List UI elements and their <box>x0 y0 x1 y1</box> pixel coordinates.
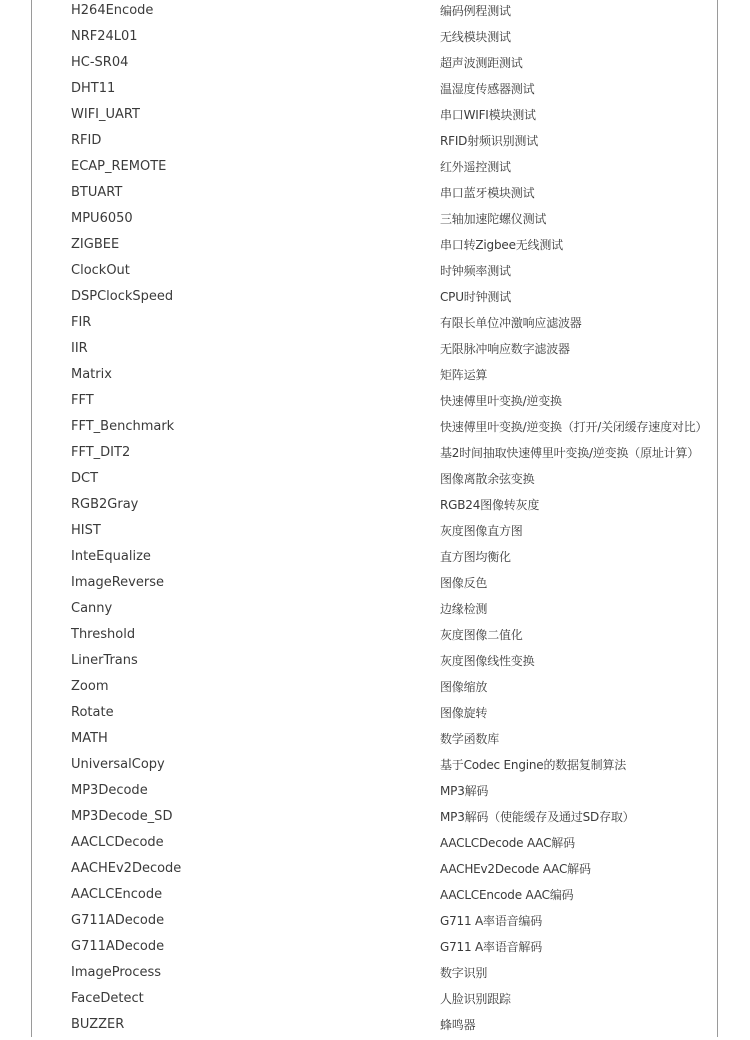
table-row <box>71 702 731 728</box>
example-description: 快速傅里叶变换/逆变换（打开/关闭缓存速度对比） <box>440 420 708 434</box>
example-description: AACLCDecode AAC解码 <box>440 836 575 850</box>
example-name: MPU6050 <box>71 211 133 226</box>
table-row <box>71 1014 731 1040</box>
table-row <box>71 26 731 52</box>
example-description: 快速傅里叶变换/逆变换 <box>440 394 562 408</box>
example-description: 图像反色 <box>440 576 488 590</box>
example-description: 无线模块测试 <box>440 30 511 44</box>
example-name: ECAP_REMOTE <box>71 159 167 174</box>
example-description: 基于Codec Engine的数据复制算法 <box>440 758 627 772</box>
table-row <box>71 312 731 338</box>
example-description: G711 A率语音解码 <box>440 940 543 954</box>
table-row <box>71 520 731 546</box>
table-row <box>71 208 731 234</box>
table-row <box>71 104 731 130</box>
example-name: FFT_DIT2 <box>71 445 131 460</box>
table-row <box>71 494 731 520</box>
example-description: 红外遥控测试 <box>440 160 511 174</box>
example-name: ImageReverse <box>71 575 164 590</box>
example-name: G711ADecode <box>71 913 165 928</box>
example-description: 超声波测距测试 <box>440 56 523 70</box>
table-row <box>71 338 731 364</box>
example-description: 基2时间抽取快速傅里叶变换/逆变换（原址计算） <box>440 446 700 460</box>
example-name: IIR <box>71 341 88 356</box>
example-name: HC-SR04 <box>71 55 129 70</box>
table-row <box>71 546 731 572</box>
table-row <box>71 806 731 832</box>
table-row <box>71 0 731 26</box>
table-row <box>71 650 731 676</box>
table-row <box>71 832 731 858</box>
example-table <box>71 0 731 1040</box>
example-name: WIFI_UART <box>71 107 140 122</box>
example-description: 串口WIFI模块测试 <box>440 108 536 122</box>
example-description: 蜂鸣器 <box>440 1018 476 1032</box>
table-row <box>71 728 731 754</box>
example-description: 人脸识别跟踪 <box>440 992 511 1006</box>
example-description: 串口转Zigbee无线测试 <box>440 238 563 252</box>
table-row <box>71 572 731 598</box>
example-description: 矩阵运算 <box>440 368 488 382</box>
example-name: RGB2Gray <box>71 497 139 512</box>
table-row <box>71 624 731 650</box>
example-description: 温湿度传感器测试 <box>440 82 535 96</box>
table-row <box>71 598 731 624</box>
example-name: UniversalCopy <box>71 757 165 772</box>
example-name: InteEqualize <box>71 549 151 564</box>
example-description: 灰度图像线性变换 <box>440 654 535 668</box>
example-description: 数字识别 <box>440 966 488 980</box>
table-row <box>71 416 731 442</box>
table-row <box>71 962 731 988</box>
example-description: RFID射频识别测试 <box>440 134 539 148</box>
example-name: MATH <box>71 731 108 746</box>
example-name: HIST <box>71 523 101 538</box>
example-description: RGB24图像转灰度 <box>440 498 540 512</box>
table-row <box>71 988 731 1014</box>
example-description: CPU时钟测试 <box>440 290 511 304</box>
example-name: BUZZER <box>71 1017 125 1032</box>
example-name: NRF24L01 <box>71 29 138 44</box>
example-description: 串口蓝牙模块测试 <box>440 186 535 200</box>
example-name: FaceDetect <box>71 991 144 1006</box>
example-description: 图像旋转 <box>440 706 488 720</box>
example-description: MP3解码（使能缓存及通过SD存取） <box>440 810 635 824</box>
table-row <box>71 442 731 468</box>
example-description: 图像离散余弦变换 <box>440 472 535 486</box>
table-row <box>71 52 731 78</box>
example-description: 有限长单位冲激响应滤波器 <box>440 316 582 330</box>
example-name: FFT_Benchmark <box>71 419 175 434</box>
example-name: DSPClockSpeed <box>71 289 174 304</box>
table-row <box>71 390 731 416</box>
example-name: H264Encode <box>71 3 154 18</box>
example-name: FIR <box>71 315 92 330</box>
example-name: BTUART <box>71 185 123 200</box>
example-name: ClockOut <box>71 263 130 278</box>
table-row <box>71 780 731 806</box>
example-name: ImageProcess <box>71 965 162 980</box>
example-name: Zoom <box>71 679 109 694</box>
example-name: AACLCEncode <box>71 887 163 902</box>
example-description: 直方图均衡化 <box>440 550 511 564</box>
example-name: AACLCDecode <box>71 835 164 850</box>
example-name: Canny <box>71 601 113 616</box>
table-row <box>71 260 731 286</box>
table-row <box>71 910 731 936</box>
table-row <box>71 858 731 884</box>
example-name: FFT <box>71 393 94 408</box>
table-row <box>71 754 731 780</box>
example-description: 数学函数库 <box>440 732 500 746</box>
table-row <box>71 884 731 910</box>
table-row <box>71 286 731 312</box>
example-name: DHT11 <box>71 81 116 96</box>
table-row <box>71 676 731 702</box>
example-description: 边缘检测 <box>440 602 488 616</box>
table-row <box>71 364 731 390</box>
example-description: 无限脉冲响应数字滤波器 <box>440 342 570 356</box>
table-row <box>71 182 731 208</box>
example-description: 图像缩放 <box>440 680 488 694</box>
example-description: 灰度图像直方图 <box>440 524 523 538</box>
example-name: DCT <box>71 471 99 486</box>
table-row <box>71 78 731 104</box>
example-name: RFID <box>71 133 102 148</box>
example-description: G711 A率语音编码 <box>440 914 543 928</box>
table-row <box>71 468 731 494</box>
table-row <box>71 130 731 156</box>
example-name: ZIGBEE <box>71 237 120 252</box>
table-row <box>71 156 731 182</box>
example-name: MP3Decode_SD <box>71 809 173 824</box>
example-description: MP3解码 <box>440 784 489 798</box>
example-description: 时钟频率测试 <box>440 264 511 278</box>
example-description: AACHEv2Decode AAC解码 <box>440 862 591 876</box>
example-name: LinerTrans <box>71 653 138 668</box>
table-row <box>71 936 731 962</box>
example-description: 三轴加速陀螺仪测试 <box>440 212 547 226</box>
table-row <box>71 234 731 260</box>
example-description: 编码例程测试 <box>440 4 511 18</box>
example-name: MP3Decode <box>71 783 148 798</box>
example-name: AACHEv2Decode <box>71 861 182 876</box>
example-name: Matrix <box>71 367 112 382</box>
example-description: AACLCEncode AAC编码 <box>440 888 574 902</box>
example-description: 灰度图像二值化 <box>440 628 523 642</box>
example-name: G711ADecode <box>71 939 165 954</box>
example-name: Threshold <box>71 627 136 642</box>
example-name: Rotate <box>71 705 114 720</box>
